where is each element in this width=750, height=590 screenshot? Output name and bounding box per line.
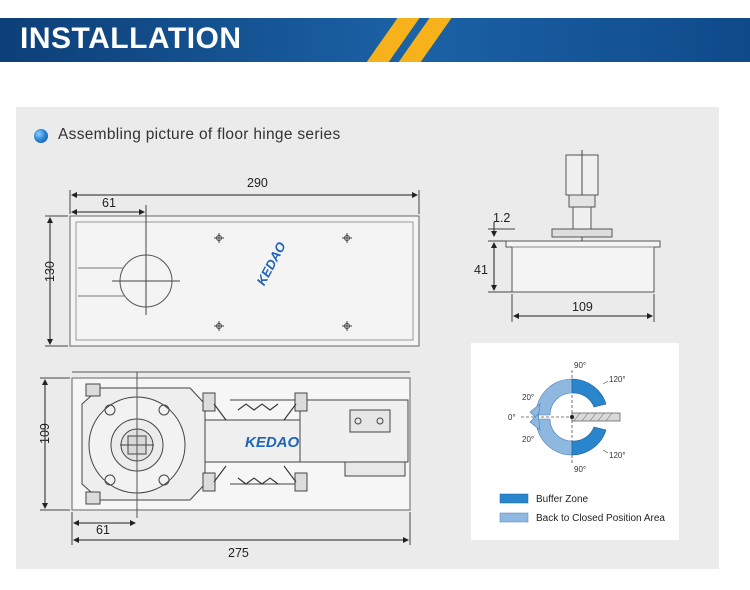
side-spindle-collar (569, 195, 595, 207)
dim-side-thickness: 1.2 (493, 211, 511, 225)
angle-120-bottom: 120° (609, 451, 626, 460)
dim-top-length: 290 (247, 176, 268, 190)
angle-diagram-box (471, 343, 679, 540)
brand-logo-bottom: KEDAO (245, 434, 300, 451)
angle-90-bottom: 90° (574, 465, 587, 474)
side-view (488, 150, 660, 322)
dim-bottom-length: 275 (228, 546, 249, 560)
angle-0: 0° (508, 413, 516, 422)
legend-label-buffer: Buffer Zone (536, 494, 589, 505)
angle-90-top: 90° (574, 361, 587, 370)
legend-label-closed: Back to Closed Position Area (536, 513, 665, 524)
banner-title: INSTALLATION (20, 22, 242, 55)
side-body (506, 241, 660, 292)
angle-20-bottom: 20° (522, 435, 535, 444)
brand-logo-top: KEDAO (253, 239, 289, 288)
dim-top-height: 130 (43, 261, 57, 282)
side-spindle-neck (573, 207, 591, 229)
angle-20-top: 20° (522, 393, 535, 402)
legend-swatch-buffer (500, 494, 528, 503)
dim-bottom-height: 109 (38, 423, 52, 444)
legend-swatch-closed (500, 513, 528, 522)
dim-side-height: 41 (474, 263, 488, 277)
dim-top-offset: 61 (102, 196, 116, 210)
top-view (45, 190, 419, 346)
angle-120-top: 120° (609, 375, 626, 384)
section-heading-text: Assembling picture of floor hinge series (58, 126, 341, 143)
dim-side-width: 109 (572, 300, 593, 314)
dim-bottom-offset: 61 (96, 523, 110, 537)
side-spindle-base (552, 229, 612, 237)
bottom-view (40, 372, 410, 545)
